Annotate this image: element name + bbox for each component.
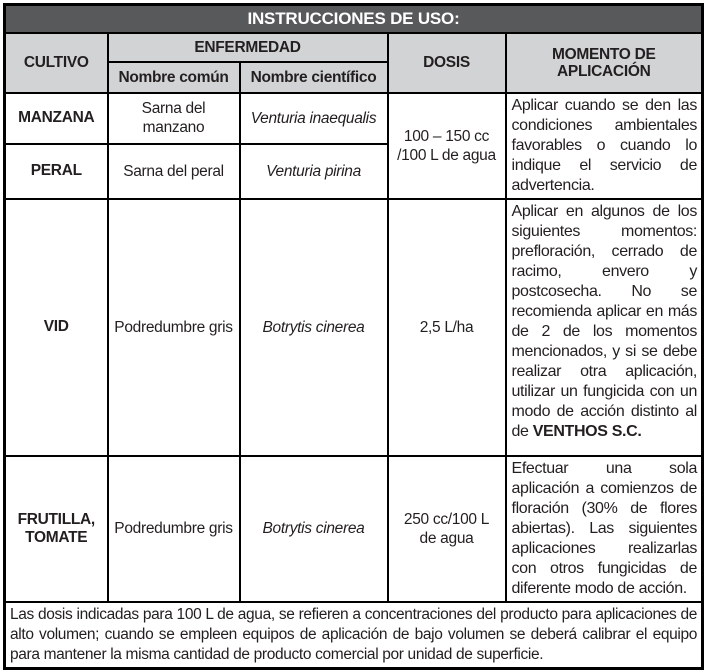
col-header-enfermedad: ENFERMEDAD — [108, 33, 388, 62]
col-header-cultivo: CULTIVO — [5, 33, 108, 93]
manzana-peral-dosis-line1: 100 – 150 cc — [403, 127, 490, 145]
instructions-table — [3, 3, 704, 670]
manzana-nombre-cientifico: Venturia inaequalis — [240, 93, 388, 144]
col-header-nombre-cientifico: Nombre científico — [240, 62, 388, 93]
col-header-nombre-comun: Nombre común — [108, 62, 240, 93]
table-row-frutilla-tomate — [5, 456, 703, 602]
footnote-row — [5, 602, 703, 669]
frutilla-tomate-dosis — [388, 456, 506, 602]
vid-nombre-cientifico: Botrytis cinerea — [240, 199, 388, 456]
frutilla-tomate-cultivo: FRUTILLA, TOMATE — [5, 456, 108, 602]
vid-momento — [506, 199, 703, 456]
frutilla-tomate-dosis-line1: 250 cc/100 L — [403, 510, 490, 528]
manzana-peral-momento: Aplicar cuando se den las condiciones ambientales favorables o cuando lo indique el servicio de advertencia. — [506, 93, 703, 199]
table-row-manzana — [5, 93, 703, 144]
vid-nombre-comun: Podredumbre gris — [108, 199, 240, 456]
vid-cultivo: VID — [5, 199, 108, 456]
manzana-peral-dosis-line2: /100 L de agua — [397, 146, 496, 164]
col-header-momento — [506, 33, 703, 93]
table-title: INSTRUCCIONES DE USO: — [5, 5, 703, 33]
col-header-momento-line2: APLICACIÓN — [557, 62, 651, 80]
frutilla-tomate-nombre-comun: Podredumbre gris — [108, 456, 240, 602]
frutilla-tomate-momento: Efectuar una sola aplicación a comienzos de floración (30% de flores abiertas). Las siguientes aplicaciones realizarlas con otros fungicidas de diferente modo de acción. — [506, 456, 703, 602]
title-row — [5, 5, 703, 33]
vid-momento-text: Aplicar en algunos de los siguientes momentos: prefloración, cerrado de racimo, envero y postcosecha. No se recomienda aplicar en más de 2 de los momentos mencionados, y si se debe realizar otra aplicación, utilizar un fungicida con un modo de acción distinto al de — [511, 202, 698, 440]
header-row-1 — [5, 33, 703, 62]
manzana-nombre-comun: Sarna del manzano — [108, 93, 240, 144]
col-header-dosis: DOSIS — [388, 33, 506, 93]
manzana-cultivo: MANZANA — [5, 93, 108, 144]
frutilla-tomate-dosis-line2: de agua — [419, 529, 474, 547]
vid-momento-product-name: VENTHOS S.C. — [532, 422, 642, 440]
peral-cultivo: PERAL — [5, 144, 108, 199]
peral-nombre-comun: Sarna del peral — [108, 144, 240, 199]
frutilla-tomate-nombre-cientifico: Botrytis cinerea — [240, 456, 388, 602]
col-header-momento-line1: MOMENTO DE — [552, 45, 656, 63]
manzana-peral-dosis — [388, 93, 506, 199]
dosage-footnote: Las dosis indicadas para 100 L de agua, se refieren a concentraciones del producto para aplicaciones de alto volumen; cuando se empleen equipos de aplicación de bajo volumen se deberá calibrar el equipo para mantener la misma cantidad de producto comercial por unidad de superficie. — [5, 602, 703, 669]
peral-nombre-cientifico: Venturia pirina — [240, 144, 388, 199]
vid-dosis: 2,5 L/ha — [388, 199, 506, 456]
table-row-vid — [5, 199, 703, 456]
